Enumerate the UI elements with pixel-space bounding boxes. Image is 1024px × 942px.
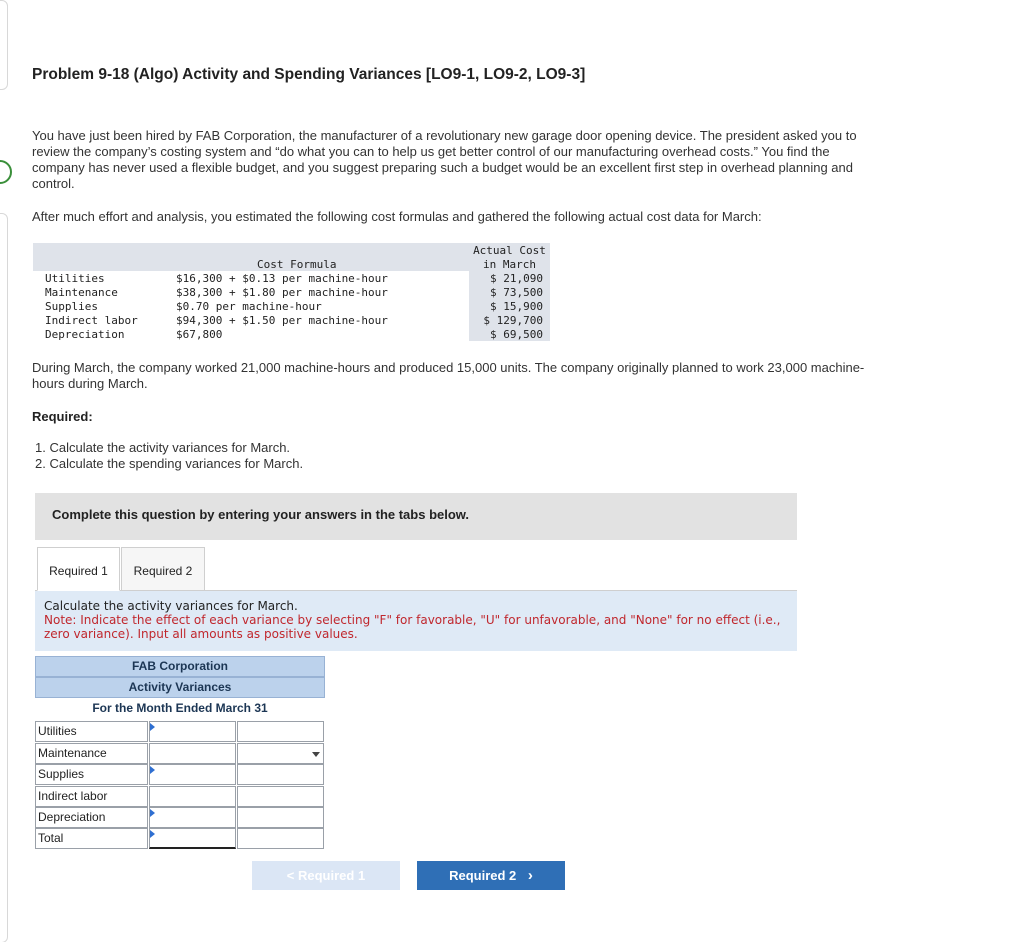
- cost-row-name: Supplies: [45, 300, 98, 313]
- variance-amount-input[interactable]: [149, 764, 236, 785]
- required-item: 2. Calculate the spending variances for March.: [35, 456, 304, 471]
- previous-required-button[interactable]: < Required 1: [252, 861, 400, 890]
- progress-circle-icon: [0, 160, 12, 184]
- tab-required-1[interactable]: [37, 547, 120, 591]
- next-required-button[interactable]: [417, 861, 565, 890]
- cost-row-formula: $0.70 per machine-hour: [176, 300, 322, 313]
- input-marker-icon: [150, 766, 155, 774]
- cost-row-actual: $ 73,500: [490, 286, 543, 299]
- required-list: [35, 440, 303, 472]
- variance-amount-input[interactable]: [149, 786, 236, 807]
- cost-row-formula: $16,300 + $0.13 per machine-hour: [176, 272, 388, 285]
- instruction-text: Calculate the activity variances for March.: [44, 599, 298, 613]
- total-amount-input[interactable]: [149, 828, 236, 849]
- variance-effect-input[interactable]: [237, 786, 324, 807]
- report-row-label: Supplies: [35, 764, 148, 785]
- variance-effect-input[interactable]: [237, 721, 324, 742]
- cost-row-formula: $94,300 + $1.50 per machine-hour: [176, 314, 388, 327]
- report-row-maintenance: [35, 743, 325, 764]
- actual-cost-header-line1: Actual Cost: [473, 244, 546, 257]
- next-button-label: Required 2: [449, 868, 517, 883]
- left-edge-panel: [0, 0, 8, 90]
- total-effect-input[interactable]: [237, 828, 324, 849]
- report-row-utilities: [35, 721, 325, 742]
- input-marker-icon: [150, 809, 155, 817]
- cost-row-actual: $ 15,900: [490, 300, 543, 313]
- cost-row-name: Utilities: [45, 272, 105, 285]
- march-info-paragraph: During March, the company worked 21,000 machine-hours and produced 15,000 units. The company originally planned to work 23,000 machine-hours during March.: [32, 360, 865, 391]
- cost-row-actual: $ 129,700: [483, 314, 543, 327]
- problem-title: Problem 9-18 (Algo) Activity and Spending Variances [LO9-1, LO9-2, LO9-3]: [32, 66, 586, 83]
- cost-row-name: Maintenance: [45, 286, 118, 299]
- intro-paragraph: You have just been hired by FAB Corporation, the manufacturer of a revolutionary new garage door opening device. The president asked you to review the company’s costing system and “do what you can to help us get better control of our manufacturing overhead costs.” You find the company has never used a flexible budget, and you suggest preparing such a budget would be an excellent first step in overhead planning and control.: [32, 128, 857, 191]
- variance-amount-input[interactable]: [149, 807, 236, 828]
- actual-cost-header-line2: in March: [483, 258, 536, 271]
- tab-required-1-label: Required 1: [49, 564, 108, 578]
- variance-amount-input[interactable]: [149, 721, 236, 742]
- tab-required-2-label: Required 2: [133, 564, 193, 578]
- report-row-label: Indirect labor: [35, 786, 148, 807]
- required-heading: Required:: [32, 409, 93, 424]
- left-edge-panel-lower: [0, 213, 8, 942]
- cost-row-name: Depreciation: [45, 328, 125, 341]
- variance-amount-input[interactable]: [149, 743, 236, 764]
- variance-effect-input[interactable]: [237, 764, 324, 785]
- complete-question-banner: [35, 493, 797, 540]
- instruction-note: Note: Indicate the effect of each variance by selecting "F" for favorable, "U" for unfavorable, and "None" for no effect (i.e., zero variance). Input all amounts as positive values.: [44, 613, 781, 641]
- analysis-paragraph: After much effort and analysis, you estimated the following cost formulas and gathered the following actual cost data for March:: [32, 209, 762, 224]
- dropdown-arrow-icon: [312, 752, 320, 757]
- report-row-indirect-labor: [35, 786, 325, 807]
- report-row-label: Depreciation: [35, 807, 148, 828]
- cost-row-formula: $38,300 + $1.80 per machine-hour: [176, 286, 388, 299]
- report-row-supplies: [35, 764, 325, 785]
- tab-required-2[interactable]: [121, 547, 205, 591]
- required-item: 1. Calculate the activity variances for March.: [35, 440, 291, 455]
- report-company: FAB Corporation: [35, 656, 325, 677]
- report-title: Activity Variances: [35, 677, 325, 698]
- complete-question-text: Complete this question by entering your answers in the tabs below.: [52, 507, 470, 522]
- cost-row-name: Indirect labor: [45, 314, 138, 327]
- report-row-total: [35, 828, 325, 849]
- variance-effect-select[interactable]: [237, 743, 324, 764]
- chevron-right-icon: ›: [527, 867, 533, 884]
- variance-effect-input[interactable]: [237, 807, 324, 828]
- cost-row-actual: $ 21,090: [490, 272, 543, 285]
- report-row-depreciation: [35, 807, 325, 828]
- report-row-label: Maintenance: [35, 743, 148, 764]
- cost-row-formula: $67,800: [176, 328, 223, 341]
- input-marker-icon: [150, 723, 155, 731]
- input-marker-icon: [150, 830, 155, 838]
- cost-row-actual: $ 69,500: [490, 328, 543, 341]
- report-row-label: Total: [35, 828, 148, 849]
- report-period: For the Month Ended March 31: [35, 698, 325, 719]
- instruction-panel: [35, 591, 797, 651]
- report-row-label: Utilities: [35, 721, 148, 742]
- cost-formula-header: Cost Formula: [257, 258, 337, 271]
